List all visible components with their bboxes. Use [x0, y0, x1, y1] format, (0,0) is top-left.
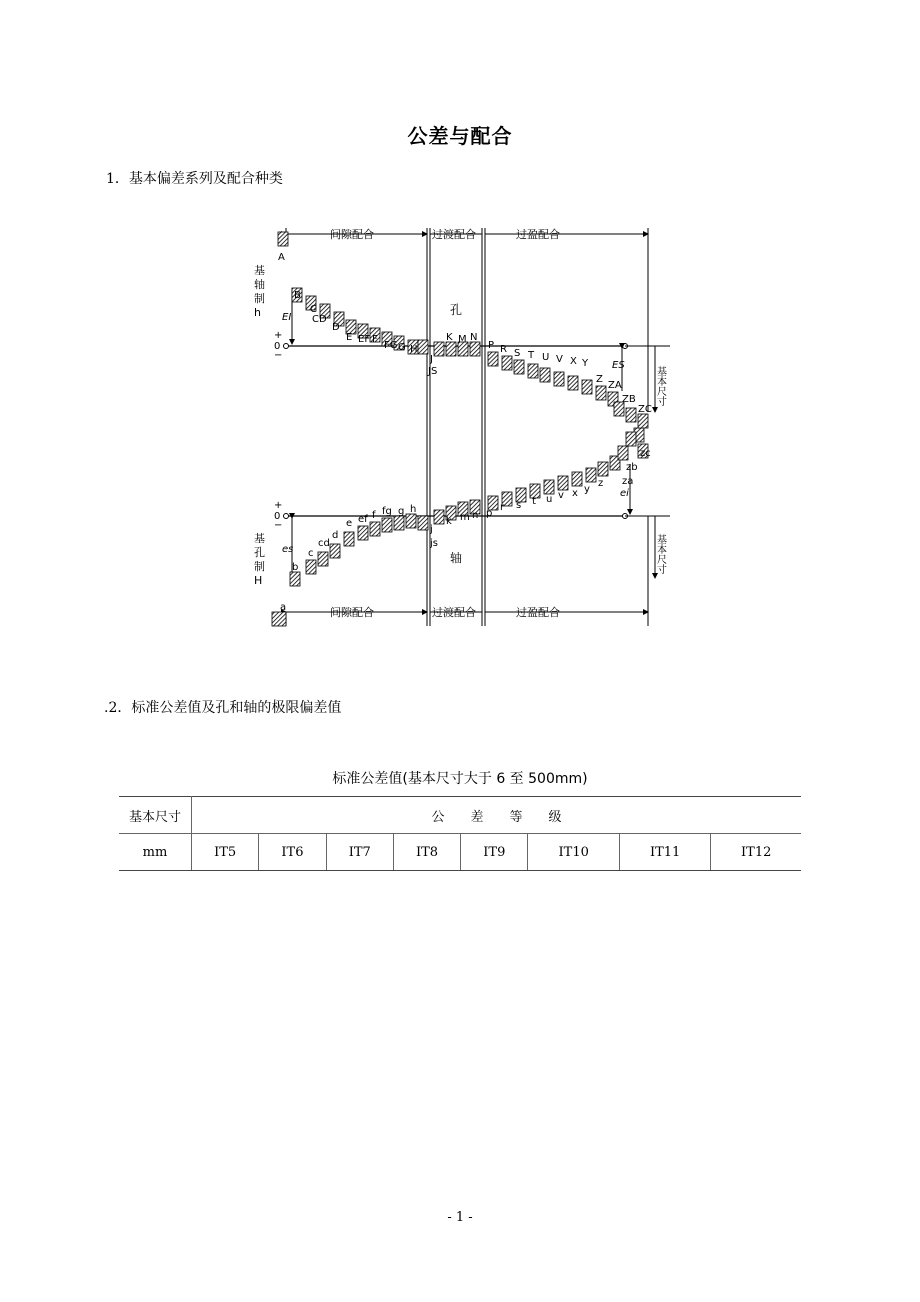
hole-deviation-letter: JS: [428, 366, 438, 377]
grade-it5: IT5: [192, 834, 259, 871]
hole-deviation-letter: M: [458, 334, 467, 345]
hole-deviation-letter: K: [446, 332, 453, 343]
shaft-deviation-block: [272, 612, 286, 626]
section-2-heading: .2．标准公差值及孔和轴的极限偏差值: [104, 700, 342, 716]
es-hole-label: ES: [612, 360, 625, 371]
shaft-deviation-block: [434, 510, 444, 524]
basic-size-header: 基本尺寸: [119, 797, 192, 834]
hole-deviation-block: [582, 380, 592, 394]
hole-deviation-block: [514, 360, 524, 374]
shaft-basis-label: 基: [254, 264, 265, 277]
hole-deviation-letter: P: [488, 340, 495, 351]
shaft-deviation-letter: j: [430, 524, 433, 535]
zero-lower: 0: [274, 511, 281, 522]
grade-it10: IT10: [528, 834, 619, 871]
unit-cell: mm: [119, 834, 192, 871]
basic-size-label-lower: 基本尺寸: [654, 534, 666, 574]
shaft-deviation-letter: m: [460, 512, 470, 523]
shaft-deviation-block: [586, 468, 596, 482]
hole-deviation-letter: ZC: [638, 404, 652, 415]
hole-deviation-block: [528, 364, 538, 378]
zero-upper: 0: [274, 341, 281, 352]
shaft-deviation-letter: s: [516, 500, 522, 511]
hole-deviation-block: [626, 408, 636, 422]
shaft-deviation-letter: ef: [358, 514, 368, 525]
es-shaft-label: es: [282, 544, 294, 555]
hole-deviation-letter: S: [514, 348, 521, 359]
grade-it6: IT6: [259, 834, 326, 871]
shaft-deviation-block: [572, 472, 582, 486]
shaft-deviation-letter: zc: [640, 448, 651, 459]
shaft-deviation-letter: t: [532, 496, 536, 507]
basic-size-label-upper: 基本尺寸: [654, 366, 666, 406]
shaft-basis-label: 制: [254, 292, 265, 305]
shaft-deviation-block: [330, 544, 340, 558]
hole-deviation-letter: D: [332, 322, 340, 333]
shaft-deviation-block: [394, 516, 404, 530]
shaft-deviation-letter: v: [558, 490, 564, 501]
hole-deviation-letter: R: [500, 344, 507, 355]
ei-hole-label: EI: [282, 312, 292, 323]
hole-deviation-letter: ZB: [622, 394, 636, 405]
shaft-deviation-block: [370, 522, 380, 536]
shaft-deviation-block: [382, 518, 392, 532]
shaft-deviation-letter: h: [410, 504, 417, 515]
hole-deviation-letter: B: [294, 290, 301, 301]
hole-deviation-letter: X: [570, 356, 577, 367]
shaft-deviation-letter: fg: [382, 506, 392, 517]
hole-deviation-letter: V: [556, 354, 563, 365]
fit-type-label-bottom: 过盈配合: [516, 606, 560, 619]
shaft-deviation-block: [598, 462, 608, 476]
page-title: 公差与配合: [407, 124, 513, 148]
shaft-deviation-block: [638, 414, 648, 428]
hole-deviation-letter: C: [310, 304, 317, 315]
minus-sign-upper: −: [274, 350, 283, 361]
hole-deviation-letter: J: [430, 354, 433, 365]
shaft-deviation-letter: z: [598, 478, 604, 489]
shaft-basis-label: 轴: [254, 278, 265, 291]
hole-deviation-letter: Z: [596, 374, 603, 385]
hole-deviation-block: [278, 232, 288, 246]
hole-deviation-block: [540, 368, 550, 382]
hole-deviation-letter: FG: [384, 340, 398, 351]
tolerance-grade-header: 公 差 等 级: [192, 797, 802, 834]
fit-type-label-bottom: 过渡配合: [432, 606, 476, 619]
grade-it11: IT11: [619, 834, 710, 871]
shaft-deviation-letter: e: [346, 518, 353, 529]
hole-deviation-block: [488, 352, 498, 366]
shaft-deviation-block: [626, 432, 636, 446]
shaft-deviation-letter: d: [332, 530, 339, 541]
hole-deviation-letter: H: [410, 344, 418, 355]
shaft-deviation-block: [618, 446, 628, 460]
shaft-deviation-block: [318, 552, 328, 566]
shaft-deviation-letter: x: [572, 488, 578, 499]
grade-it7: IT7: [326, 834, 393, 871]
shaft-deviation-letter: cd: [318, 538, 330, 549]
shaft-deviation-block: [344, 532, 354, 546]
shaft-deviation-letter: p: [486, 508, 493, 519]
hole-deviation-block: [596, 386, 606, 400]
hole-deviation-block: [470, 342, 480, 356]
shaft-basis-label: h: [254, 306, 261, 319]
plus-sign-lower: +: [274, 500, 283, 511]
shaft-deviation-letter: js: [430, 538, 438, 549]
fit-type-label-bottom: 间隙配合: [330, 606, 374, 619]
shaft-deviation-block: [544, 480, 554, 494]
hole-deviation-letter: Y: [582, 358, 589, 369]
fit-type-label-top: 过渡配合: [432, 228, 476, 241]
hole-basis-label: 制: [254, 560, 265, 573]
hole-deviation-letter: CD: [312, 314, 327, 325]
table-caption: 标准公差值(基本尺寸大于 6 至 500mm): [332, 771, 588, 787]
fit-type-label-top: 过盈配合: [516, 228, 560, 241]
shaft-deviation-letter: r: [500, 502, 505, 513]
hole-deviation-block: [418, 340, 428, 354]
shaft-deviation-letter: zb: [626, 462, 638, 473]
shaft-deviation-letter: n: [472, 510, 479, 521]
shaft-deviation-letter: c: [308, 548, 314, 559]
shaft-deviation-block: [406, 514, 416, 528]
shaft-deviation-letter: g: [398, 506, 405, 517]
shaft-deviation-letter: y: [584, 484, 590, 495]
shaft-deviation-block: [558, 476, 568, 490]
grade-it8: IT8: [393, 834, 460, 871]
grade-it9: IT9: [461, 834, 528, 871]
hole-deviation-block: [446, 342, 456, 356]
hole-deviation-letter: N: [470, 332, 478, 343]
hole-deviation-block: [568, 376, 578, 390]
hole-deviation-block: [554, 372, 564, 386]
hole-basis-label: 基: [254, 532, 265, 545]
tolerance-table: [119, 796, 801, 871]
hole-deviation-letter: G: [398, 342, 406, 353]
section-1-heading: 1．基本偏差系列及配合种类: [106, 171, 283, 187]
shaft-deviation-block: [418, 516, 428, 530]
ei-shaft-label: ei: [620, 488, 629, 499]
grade-it12: IT12: [711, 834, 801, 871]
hole-basis-label: 孔: [254, 546, 265, 559]
page-number: - 1 -: [447, 1210, 473, 1225]
hole-deviation-letter: U: [542, 352, 550, 363]
hole-deviation-letter: E: [346, 332, 353, 343]
shaft-deviation-block: [358, 526, 368, 540]
hole-deviation-letter: EF: [358, 334, 371, 345]
shaft-deviation-letter: u: [546, 494, 553, 505]
hole-deviation-letter: T: [528, 350, 535, 361]
shaft-deviation-block: [306, 560, 316, 574]
shaft-deviation-letter: b: [292, 562, 299, 573]
shaft-deviation-letter: f: [372, 510, 376, 521]
fundamental-deviation-diagram: [250, 216, 670, 636]
hole-basis-label: H: [254, 574, 263, 587]
shaft-deviation-letter: a: [280, 602, 287, 613]
hole-label: 孔: [450, 303, 463, 317]
shaft-deviation-block: [290, 572, 300, 586]
minus-sign-lower: −: [274, 520, 283, 531]
shaft-deviation-letter: za: [622, 476, 634, 487]
shaft-label: 轴: [450, 551, 463, 565]
hole-deviation-block: [434, 342, 444, 356]
hole-deviation-letter: F: [372, 334, 378, 345]
plus-sign-upper: +: [274, 330, 283, 341]
hole-deviation-block: [502, 356, 512, 370]
hole-deviation-letter: A: [278, 252, 285, 263]
fit-type-label-top: 间隙配合: [330, 228, 374, 241]
hole-deviation-letter: ZA: [608, 380, 622, 391]
shaft-deviation-letter: k: [446, 516, 452, 527]
